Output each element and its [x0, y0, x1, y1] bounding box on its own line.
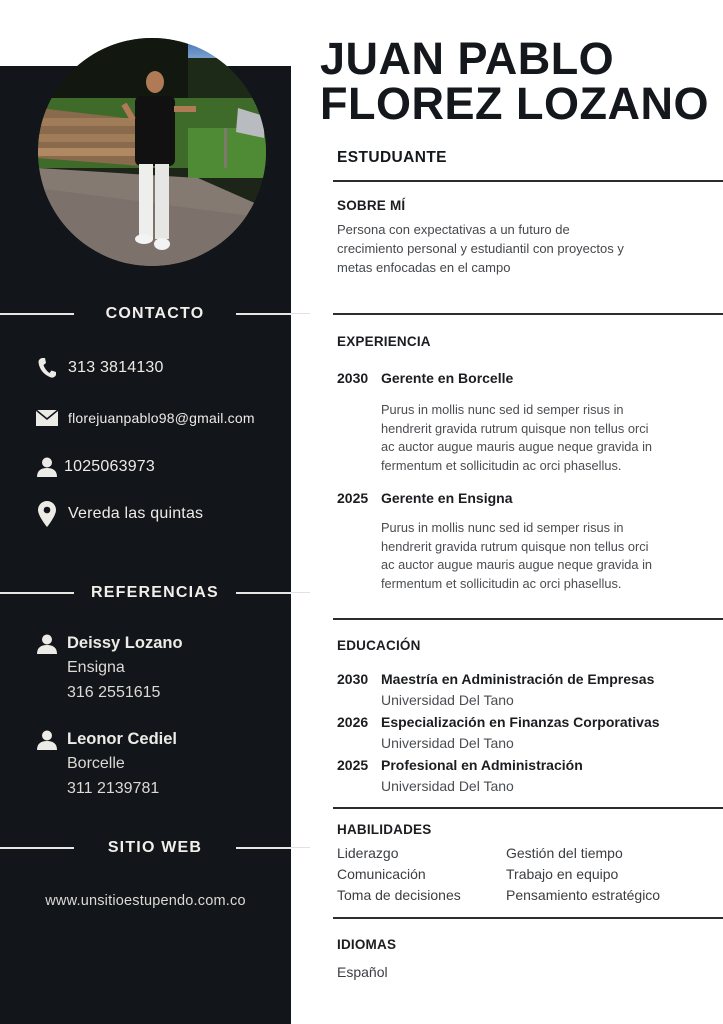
education-school: Universidad Del Tano: [381, 778, 514, 794]
description-line: ac auctor augue mauris augue neque gravida in: [381, 557, 653, 572]
divider: [291, 592, 310, 593]
name-line-1: JUAN PABLO: [320, 33, 615, 84]
reference-phone: 316 2551615: [67, 684, 161, 701]
languages-heading: IDIOMAS: [337, 937, 397, 952]
skill-item: Pensamiento estratégico: [506, 887, 661, 903]
contact-email-text[interactable]: florejuanpablo98@gmail.com: [68, 410, 255, 426]
references-heading: [0, 583, 310, 603]
phone-icon: [36, 357, 58, 379]
divider: [333, 807, 723, 809]
skills-heading: HABILIDADES: [337, 822, 432, 837]
reference-organization: Ensigna: [67, 659, 125, 676]
divider: [333, 313, 723, 315]
location-pin-icon: [36, 503, 58, 525]
experience-year: 2025: [337, 490, 369, 506]
divider: [0, 313, 74, 315]
divider: [0, 592, 74, 594]
language-item: Español: [337, 964, 388, 980]
education-school: Universidad Del Tano: [381, 692, 514, 708]
contact-address: [36, 503, 203, 525]
skill-item: Toma de decisiones: [337, 887, 461, 903]
website-heading-label: SITIO WEB: [107, 839, 203, 856]
references-heading-label: REFERENCIAS: [91, 584, 219, 601]
about-line: Persona con expectativas a un futuro de: [337, 222, 570, 237]
experience-title: Gerente en Borcelle: [381, 370, 514, 386]
education-title: Maestría en Administración de Empresas: [381, 671, 655, 687]
experience-description: [381, 519, 701, 593]
contact-phone: [36, 357, 164, 379]
website-url[interactable]: www.unsitioestupendo.com.co: [45, 893, 246, 909]
description-line: Purus in mollis nunc sed id semper risus in: [381, 520, 624, 535]
description-line: Purus in mollis nunc sed id semper risus in: [381, 402, 624, 417]
contact-email: [36, 407, 255, 429]
user-icon: [36, 730, 58, 752]
education-heading: EDUCACIÓN: [337, 638, 421, 653]
contact-address-text: Vereda las quintas: [68, 505, 204, 522]
divider: [0, 847, 74, 849]
skill-item: Liderazgo: [337, 845, 399, 861]
user-icon: [36, 634, 58, 656]
skill-item: Gestión del tiempo: [506, 845, 623, 861]
description-line: hendrerit gravida rutrum quisque non tellus orci: [381, 420, 649, 436]
reference-name: Leonor Cediel: [67, 730, 178, 748]
divider: [236, 313, 291, 315]
reference-phone: 311 2139781: [67, 780, 160, 797]
contact-id-text: 1025063973: [64, 458, 155, 475]
experience-year: 2030: [337, 370, 369, 386]
reference-name: Deissy Lozano: [67, 634, 183, 652]
user-icon: [36, 456, 58, 478]
skill-item: Trabajo en equipo: [506, 866, 619, 882]
divider: [333, 917, 723, 919]
website-heading: [0, 838, 310, 858]
divider: [291, 313, 310, 314]
divider: [236, 847, 291, 849]
profile-photo: [38, 38, 266, 266]
experience-title: Gerente en Ensigna: [381, 490, 513, 506]
divider: [236, 592, 291, 594]
description-line: fermentum et sollicitudin ac orci phasellus.: [381, 575, 622, 591]
contact-heading-label: CONTACTO: [105, 305, 205, 322]
name-line-2: FLOREZ LOZANO: [320, 78, 709, 129]
email-icon: [36, 407, 58, 429]
contact-heading: [0, 304, 310, 324]
education-title: Profesional en Administración: [381, 757, 583, 773]
education-title: Especialización en Finanzas Corporativas: [381, 714, 660, 730]
education-year: 2030: [337, 671, 369, 687]
description-line: fermentum et sollicitudin ac orci phasellus.: [381, 457, 622, 473]
about-heading: SOBRE MÍ: [337, 198, 406, 213]
profile-photo-image: [38, 38, 266, 266]
experience-heading: EXPERIENCIA: [337, 334, 431, 349]
contact-phone-text: 313 3814130: [68, 359, 164, 376]
skill-item: Comunicación: [337, 866, 426, 882]
about-line: metas enfocadas en el campo: [337, 260, 511, 275]
description-line: ac auctor augue mauris augue neque gravida in: [381, 439, 653, 454]
education-year: 2026: [337, 714, 369, 730]
role-subtitle: ESTUDUANTE: [337, 149, 447, 166]
description-line: hendrerit gravida rutrum quisque non tellus orci: [381, 538, 649, 554]
education-school: Universidad Del Tano: [381, 735, 514, 751]
reference-organization: Borcelle: [67, 755, 125, 772]
about-line: crecimiento personal y estudiantil con proyectos y: [337, 241, 624, 256]
experience-description: [381, 401, 701, 475]
contact-id: [36, 456, 155, 478]
divider: [333, 180, 723, 182]
page-title: [320, 33, 709, 129]
divider: [291, 847, 310, 848]
divider: [333, 618, 723, 620]
education-year: 2025: [337, 757, 369, 773]
about-text: [337, 220, 624, 277]
